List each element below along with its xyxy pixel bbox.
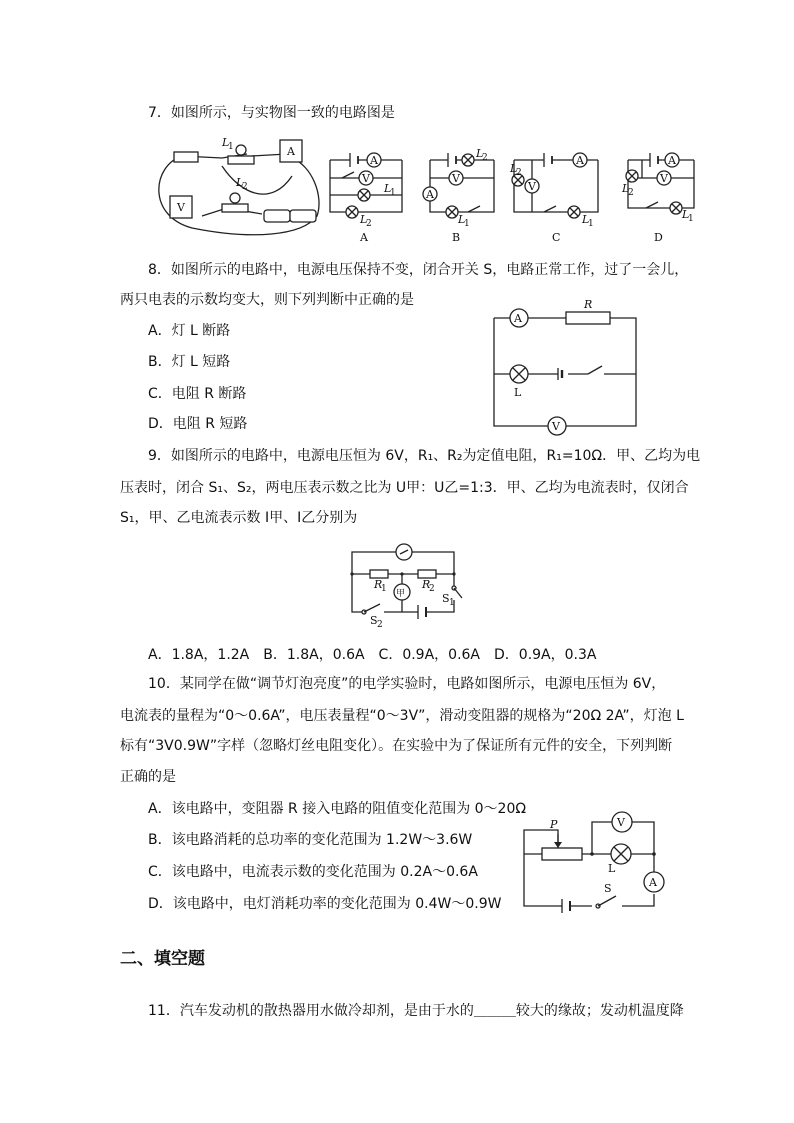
q8-line-2: 两只电表的示数均变大，则下列判断中正确的是 <box>120 292 414 308</box>
svg-text:P: P <box>550 818 558 831</box>
svg-text:V: V <box>660 172 668 185</box>
svg-text:1: 1 <box>390 188 396 198</box>
svg-text:L: L <box>476 147 484 160</box>
q7-physical-diagram <box>152 136 322 240</box>
svg-text:甲: 甲 <box>396 589 406 599</box>
section-title: 二、填空题 <box>120 949 205 969</box>
svg-text:A: A <box>426 188 434 201</box>
svg-text:2: 2 <box>242 182 248 192</box>
q10-line-3: 标有“3V0.9W”字样（忽略灯丝电阻变化）。在实验中为了保证所有元件的安全，下列判断 <box>120 738 673 754</box>
svg-text:A: A <box>668 154 676 167</box>
svg-text:L: L <box>608 862 616 875</box>
q8-line-1: 8．如图所示的电路中，电源电压保持不变，闭合开关 S，电路正常工作，过了一会儿， <box>148 262 689 278</box>
svg-text:2: 2 <box>377 620 383 630</box>
svg-text:R: R <box>422 578 431 591</box>
svg-text:V: V <box>362 172 370 185</box>
svg-text:A: A <box>370 154 378 167</box>
svg-text:L: L <box>622 182 630 195</box>
q8-option-d: D．电阻 R 短路 <box>148 416 248 432</box>
q7-diagram-a <box>328 148 404 243</box>
q10-option-b: B．该电路消耗的总功率的变化范围为 1.2W～3.6W <box>148 832 473 848</box>
svg-text:1: 1 <box>228 142 234 152</box>
svg-text:2: 2 <box>516 168 522 178</box>
svg-text:V: V <box>528 180 536 193</box>
q11-text: 11．汽车发动机的散热器用水做冷却剂，是由于水的＿＿＿较大的缘故；发动机温度降 <box>148 1003 684 1019</box>
q7-label-c: C <box>552 231 561 244</box>
svg-text:L: L <box>682 208 690 221</box>
svg-text:V: V <box>617 816 625 829</box>
svg-text:L: L <box>236 176 244 189</box>
svg-text:L: L <box>510 162 518 175</box>
q10-option-d: D．该电路中，电灯消耗功率的变化范围为 0.4W～0.9W <box>148 896 502 912</box>
svg-text:V: V <box>452 172 460 185</box>
q7-label-a: A <box>360 231 368 244</box>
svg-text:2: 2 <box>482 153 488 163</box>
svg-text:A: A <box>287 145 295 158</box>
q7-diagram-c <box>508 148 600 243</box>
svg-text:V: V <box>177 201 185 214</box>
q10-line-2: 电流表的量程为“0～0.6A”，电压表量程“0～3V”，滑动变阻器的规格为“20Ω 2A”，灯泡 L <box>120 708 684 724</box>
q10-circuit-diagram <box>522 806 668 914</box>
svg-text:1: 1 <box>449 598 455 608</box>
svg-text:L: L <box>360 213 368 226</box>
svg-text:S: S <box>442 592 450 605</box>
svg-text:1: 1 <box>688 214 694 224</box>
svg-text:1: 1 <box>381 584 387 594</box>
svg-text:S: S <box>370 614 378 627</box>
q7-diagram-d <box>622 148 696 243</box>
svg-text:L: L <box>458 213 466 226</box>
q7-label-d: D <box>654 231 663 244</box>
q9-options: A．1.8A，1.2A B．1.8A，0.6A C．0.9A，0.6A D．0.9A，0.3A <box>148 647 597 663</box>
svg-text:R: R <box>374 578 383 591</box>
svg-text:A: A <box>649 876 657 889</box>
svg-text:2: 2 <box>429 584 435 594</box>
svg-text:R: R <box>584 298 593 311</box>
q9-circuit-diagram <box>350 540 462 632</box>
q8-option-a: A．灯 L 断路 <box>148 323 231 339</box>
q10-option-a: A．该电路中，变阻器 R 接入电路的阻值变化范围为 0～20Ω <box>148 801 527 817</box>
q10-line-1: 10．某同学在做“调节灯泡亮度”的电学实验时，电路如图所示，电源电压恒为 6V， <box>148 676 666 692</box>
q8-circuit-diagram <box>492 300 638 436</box>
svg-text:S: S <box>604 882 612 895</box>
svg-text:L: L <box>582 213 590 226</box>
q8-option-c: C．电阻 R 断路 <box>148 386 247 402</box>
q9-line-1: 9．如图所示的电路中，电源电压恒为 6V，R₁、R₂为定值电阻，R₁=10Ω．甲、乙均为电 <box>148 448 701 464</box>
q9-line-3: S₁，甲、乙电流表示数 I甲、I乙分别为 <box>120 510 358 526</box>
svg-text:V: V <box>552 420 560 433</box>
q8-option-b: B．灯 L 短路 <box>148 354 231 370</box>
svg-text:1: 1 <box>464 219 470 229</box>
q10-option-c: C．该电路中，电流表示数的变化范围为 0.2A～0.6A <box>148 864 478 880</box>
svg-text:2: 2 <box>628 188 634 198</box>
q7-text: 7．如图所示，与实物图一致的电路图是 <box>148 105 395 121</box>
q9-line-2: 压表时，闭合 S₁、S₂，两电压表示数之比为 U甲：U乙=1:3．甲、乙均为电流表时，仅闭合 <box>120 480 689 496</box>
svg-text:2: 2 <box>366 219 372 229</box>
svg-text:A: A <box>514 312 522 325</box>
svg-text:L: L <box>514 386 522 399</box>
svg-text:L: L <box>384 182 392 195</box>
q7-diagram-b <box>418 148 494 243</box>
svg-text:1: 1 <box>588 219 594 229</box>
q10-line-4: 正确的是 <box>120 769 176 785</box>
svg-text:L: L <box>222 136 230 149</box>
svg-text:A: A <box>576 154 584 167</box>
q7-label-b: B <box>452 231 461 244</box>
